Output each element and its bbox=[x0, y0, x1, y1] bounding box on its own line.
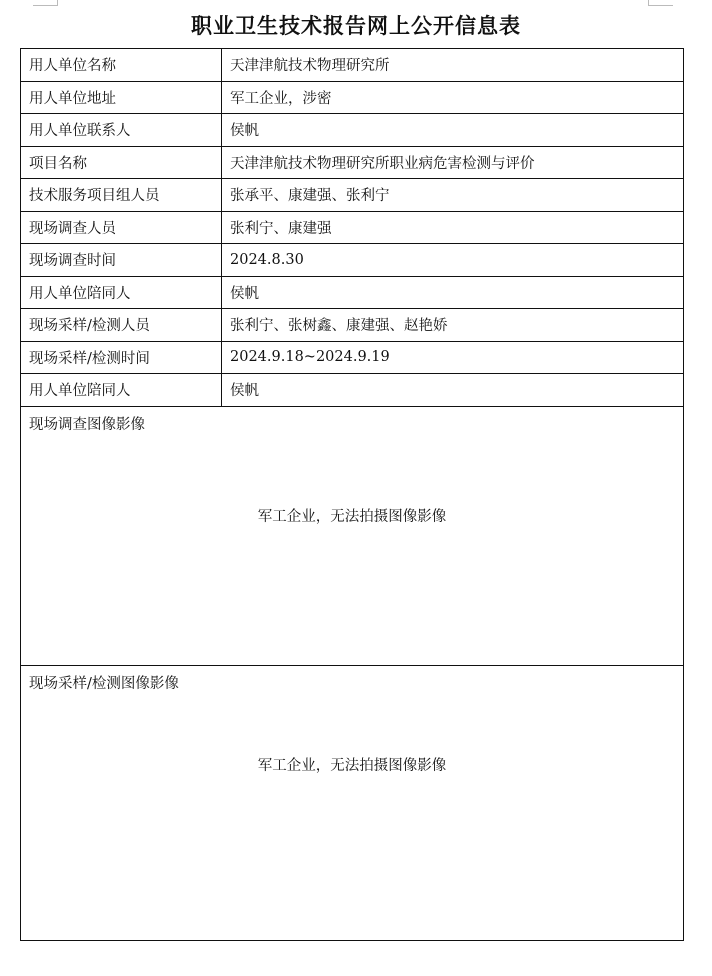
table-row-employer-address bbox=[21, 81, 684, 114]
table-row-sampling-images bbox=[21, 665, 684, 940]
table-row-escort-2 bbox=[21, 374, 684, 407]
row-label: 用人单位名称 bbox=[21, 49, 222, 82]
row-label: 现场采样/检测人员 bbox=[21, 309, 222, 342]
row-value: 张利宁、张树鑫、康建强、赵艳娇 bbox=[222, 309, 684, 342]
row-value: 张利宁、康建强 bbox=[222, 211, 684, 244]
table-row-sampling-staff bbox=[21, 309, 684, 342]
page-corner-mark-left bbox=[33, 0, 58, 6]
row-value: 侯帆 bbox=[222, 374, 684, 407]
table-row-survey-date bbox=[21, 244, 684, 277]
section-label: 现场采样/检测图像影像 bbox=[29, 675, 179, 692]
row-label: 用人单位陪同人 bbox=[21, 374, 222, 407]
row-value: 侯帆 bbox=[222, 114, 684, 147]
row-label: 项目名称 bbox=[21, 146, 222, 179]
row-label: 现场调查时间 bbox=[21, 244, 222, 277]
row-label: 用人单位地址 bbox=[21, 81, 222, 114]
row-value: 2024.8.30 bbox=[222, 244, 684, 277]
row-label: 用人单位陪同人 bbox=[21, 276, 222, 309]
row-value: 天津津航技术物理研究所职业病危害检测与评价 bbox=[222, 146, 684, 179]
table-row-survey-images bbox=[21, 406, 684, 665]
document-title: 职业卫生技术报告网上公开信息表 bbox=[191, 13, 521, 38]
row-label: 技术服务项目组人员 bbox=[21, 179, 222, 212]
table-row-survey-staff bbox=[21, 211, 684, 244]
section-label: 现场调查图像影像 bbox=[29, 416, 145, 433]
survey-images-cell bbox=[21, 406, 684, 665]
image-unavailable-note: 军工企业，无法拍摄图像影像 bbox=[257, 508, 447, 525]
row-label: 用人单位联系人 bbox=[21, 114, 222, 147]
sampling-images-cell bbox=[21, 665, 684, 940]
page-corner-mark-right bbox=[648, 0, 673, 6]
table-row-service-team bbox=[21, 179, 684, 212]
table-row-employer-contact bbox=[21, 114, 684, 147]
row-value: 军工企业，涉密 bbox=[222, 81, 684, 114]
info-table bbox=[20, 48, 684, 941]
row-label: 现场调查人员 bbox=[21, 211, 222, 244]
table-row-sampling-date bbox=[21, 341, 684, 374]
table-row-employer-name bbox=[21, 49, 684, 82]
row-value: 张承平、康建强、张利宁 bbox=[222, 179, 684, 212]
row-value: 2024.9.18~2024.9.19 bbox=[222, 341, 684, 374]
table-row-project-name bbox=[21, 146, 684, 179]
row-value: 侯帆 bbox=[222, 276, 684, 309]
row-label: 现场采样/检测时间 bbox=[21, 341, 222, 374]
image-unavailable-note: 军工企业，无法拍摄图像影像 bbox=[257, 757, 447, 774]
table-row-escort-1 bbox=[21, 276, 684, 309]
row-value: 天津津航技术物理研究所 bbox=[222, 49, 684, 82]
